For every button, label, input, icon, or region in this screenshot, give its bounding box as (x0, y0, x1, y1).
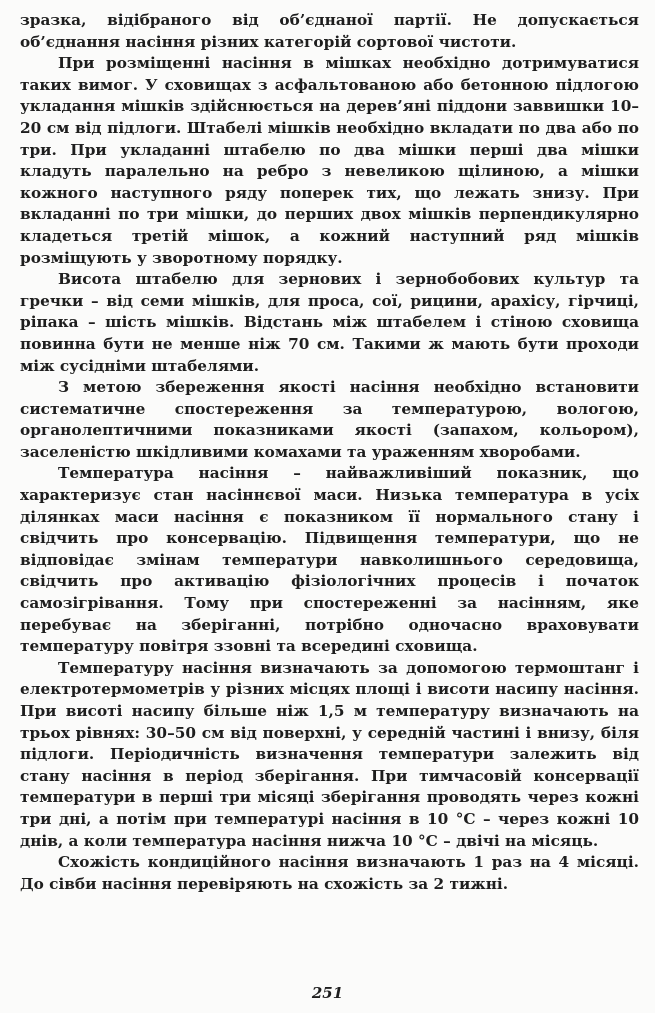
paragraph-seed-bags: При розміщенні насіння в мішках необхідно дотримуватися таких вимог. У сховищах з асфальтованою або бетонною підлогою укладання мішків здійснюється на дерев’яні піддони заввишки 10–20 см від підлоги. Штабелі мішків необхідно вкладати по два або по три. При укладанні штабелю по два мішки перші два мішки кладуть паралельно на ребро з невеликою щілиною, а мішки кожного наступного ряду поперек тих, що лежать знизу. При вкладанні по три мішки, до перших двох мішків перпендикулярно кладеться третій мішок, а кожний наступний ряд мішків розміщують у зворотному порядку. (20, 54, 639, 267)
paragraph-stack-height: Висота штабелю для зернових і зернобобових культур та гречки – від семи мішків, для проса, сої, рицини, арахісу, гірчиці, ріпака – шість мішків. Відстань між штабелем і стіною сховища повинна бути не менше ніж 70 см. Такими ж мають бути проходи між сусідніми штабелями. (20, 270, 639, 375)
paragraph-quality-monitoring: З метою збереження якості насіння необхідно встановити систематичне спостереження за температурою, вологою, органолептичними показниками якості (запахом, кольором), заселеністю шкідливими комахами та ураженням хворобами. (20, 378, 639, 461)
page-number: 251 (311, 984, 344, 1002)
paragraph-germination: Схожість кондиційного насіння визначають 1 раз на 4 місяці. До сівби насіння перевіряють на схожість за 2 тижні. (20, 853, 639, 893)
paragraph-temperature-measurement: Температуру насіння визначають за допомогою термоштанг і електротермометрів у різних місцях площі і висоти насипу насіння. При висоті насипу більше ніж 1,5 м температуру визначають на трьох рівнях: 30–50 см від поверхні, у середній частині і внизу, біля підлоги. Періодичність визначення температури залежить від стану насіння в період зберігання. При тимчасовій консервації температури в перші три місяці зберігання проводять через кожні три дні, а потім при температурі насіння в 10 °С – через кожні 10 днів, а коли температура насіння нижча 10 °С – двічі на місяць. (20, 658, 639, 850)
paragraph-continuation: зразка, відібраного від об’єднаної партії. Не допускається об’єднання насіння різних категорій сортової чистоти. (20, 11, 639, 51)
paragraph-seed-temperature: Температура насіння – найважливіший показник, що характеризує стан насіннєвої маси. Низька температура в усіх ділянках маси насіння є показником її нормального стану і свідчить про консервацію. Підвищення температури, що не відповідає змінам температури навколишнього середовища, свідчить про активацію фізіологічних процесів і початок самозігрівання. Тому при спостереженні за насінням, яке перебуває на зберіганні, потрібно одночасно враховувати температуру повітря ззовні та всередині сховища. (20, 464, 639, 656)
body-text (20, 10, 639, 895)
